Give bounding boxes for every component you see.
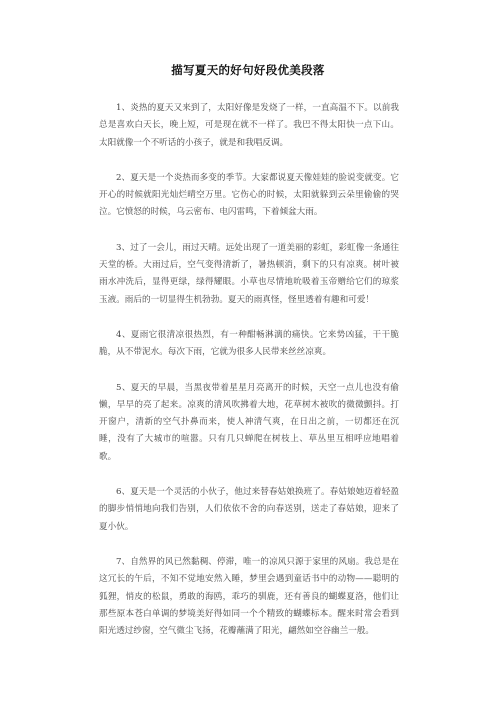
paragraph-6: 6、夏天是一个灵活的小伙子，他过来替春姑娘换班了。春姑娘她迈着轻盈的脚步悄悄地向我们告别，人们依依不舍的向春送别，送走了春姑娘，迎来了夏小伙。: [99, 487, 399, 532]
paragraph-7: 7、自然界的风已然黏稠、停滞，唯一的凉风只源于家里的风扇。我总是在这冗长的午后，不知不觉地安然入睡，梦里会遇到童话书中的动物——聪明的狐狸，悄皮的松鼠，勇敢的海鸥，乖巧的驯鹿，还有善良的蝴蝶夏洛，他们让那些原本苍白单调的梦境美好得如同一个个精致的蝴蝶标本。醒来时常会看到阳光透过纱窗，空气微尘飞扬，花瓣蘸满了阳光，翩然如空谷幽兰一般。: [99, 556, 399, 637]
document-body: [99, 100, 399, 658]
paragraph-3: 3、过了一会儿，雨过天晴。远处出现了一道美丽的彩虹，彩虹像一条通往天堂的桥。大雨过后，空气变得清新了，暑热顿消，剩下的只有凉爽。树叶被雨水冲洗后，显得更绿，绿得耀眼。小草也尽情地吮吸着玉帝赠给它们的琼浆玉液。雨后的一切显得生机勃勃。夏天的雨真怪，怪里透着有趣和可爱！: [99, 242, 399, 305]
paragraph-4: 4、夏雨它很清凉很热烈，有一种酣畅淋漓的痛快。它来势凶猛，干干脆脆，从不带泥水。每次下雨，它就为很多人民带来丝丝凉爽。: [99, 329, 399, 358]
paragraph-1: 1、炎热的夏天又来到了，太阳好像是发烧了一样，一直高温不下。以前我总是喜欢白天长，晚上短，可是现在就不一样了。我巴不得太阳快一点下山。太阳就像一个不听话的小孩子，就是和我唱反调。: [99, 103, 399, 148]
paragraph-5: 5、夏天的早晨，当黑夜带着星星月亮离开的时候，天空一点儿也没有偷懒，早早的亮了起来。凉爽的清风吹拂着大地，花草树木被吹的微微颤抖。打开窗户，清新的空气扑鼻而来，使人神清气爽，在日出之前，一切都还在沉睡，没有了大城市的喧嚣。只有几只蝉爬在树枝上、草丛里互相呼应地唱着歌。: [99, 382, 399, 462]
document-title: 描写夏天的好句好段优美段落: [171, 63, 325, 77]
paragraph-2: 2、夏天是一个炎热而多变的季节。大家都说夏天像娃娃的脸说变就变。它开心的时候就阳光灿烂晴空万里。它伤心的时候，太阳就躲到云朵里偷偷的哭泣。它愤怒的时候，乌云密布、电闪雷鸣，下着倾盆大雨。: [99, 172, 399, 218]
